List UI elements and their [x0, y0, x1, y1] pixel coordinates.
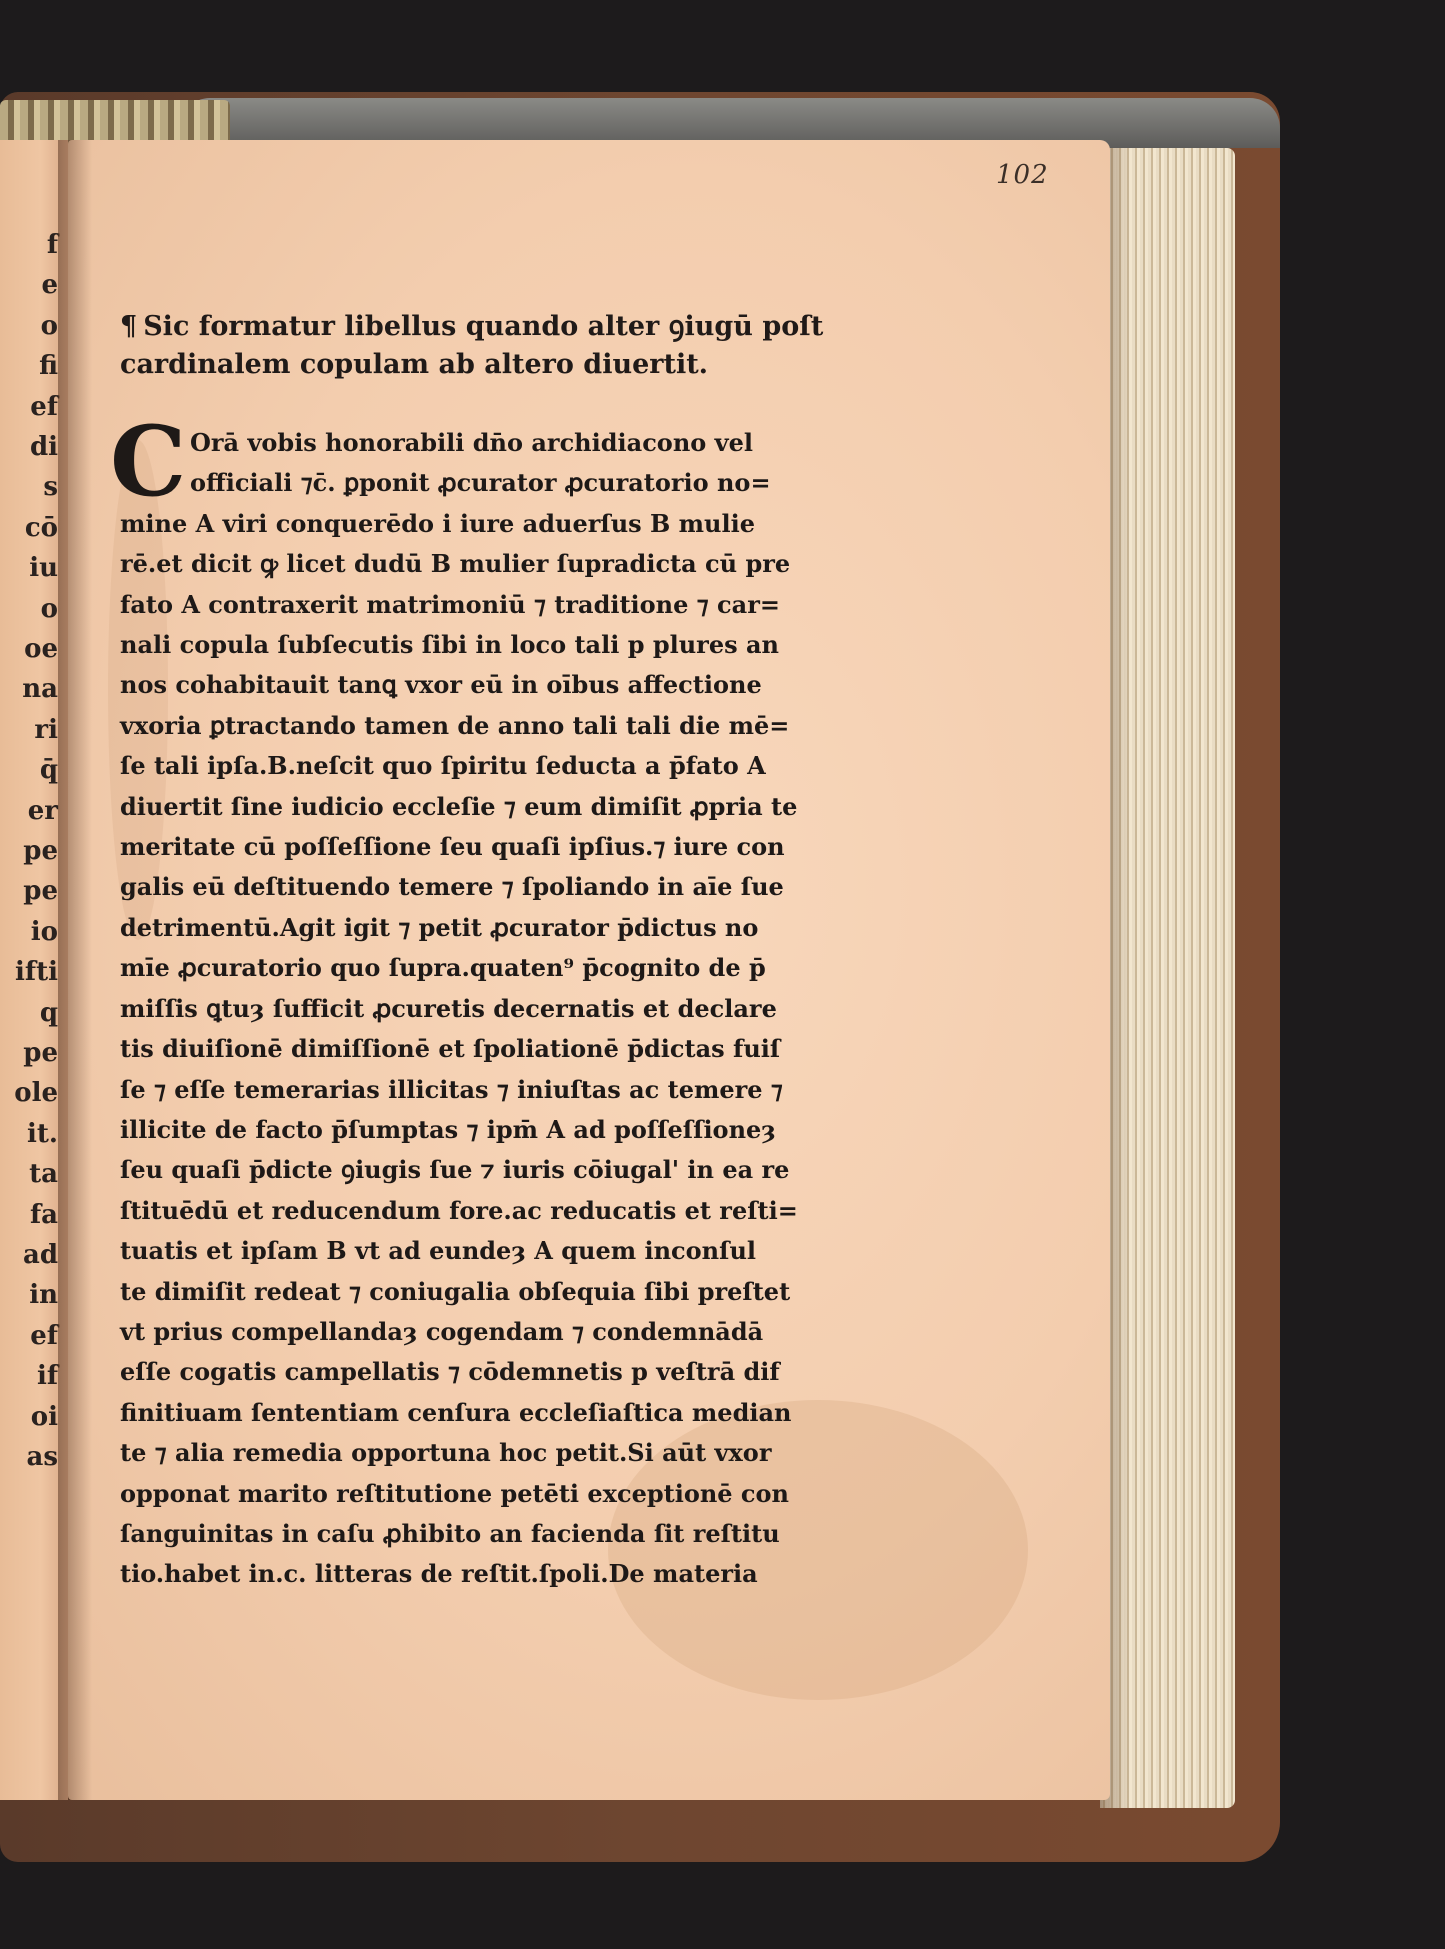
- body-line: vt prius compellandaȝ cogendam ⁊ condemnādā: [120, 1316, 764, 1346]
- heading-line: cardinalem copulam ab altero diuertit.: [120, 349, 709, 380]
- left-page-fragment: q̄: [39, 755, 58, 786]
- body-line: vxoria ꝑtractando tamen de anno tali tali die mē=: [120, 710, 790, 740]
- body-line: meritate cū poſſeſſione ſeu quaſi ipſius.⁊ iure con: [120, 832, 785, 862]
- body-line: eſſe cogatis campellatis ⁊ cōdemnetis p veſtrā dif: [120, 1357, 780, 1387]
- body-line: te ⁊ alia remedia opportuna hoc petit.Si aūt vxor: [120, 1438, 772, 1468]
- left-page-fragment: f: [46, 230, 58, 260]
- left-page-fragment: it.: [27, 1118, 58, 1149]
- left-page-fragment: s: [43, 472, 58, 503]
- heading-line: ¶ Sic formatur libellus quando alter ꝯiugū poſt: [120, 311, 824, 342]
- folio-number: 102: [996, 160, 1049, 190]
- left-page-fragment: fi: [39, 351, 58, 382]
- left-page-fragment: er: [27, 795, 58, 826]
- left-page-fragment: e: [41, 270, 58, 301]
- left-page-fragment: io: [30, 916, 58, 947]
- left-page-fragment: ad: [22, 1240, 58, 1270]
- left-page-fragment: in: [29, 1280, 58, 1311]
- left-page-fragment: o: [40, 310, 58, 341]
- body-line: mīe ꝓcuratorio quo ſupra.quaten⁹ p̄cognito de p̄: [120, 953, 766, 983]
- left-page-fragment: pe: [23, 876, 58, 907]
- left-page-fragment: oi: [30, 1401, 58, 1432]
- body-line: officiali ⁊c̄. ꝑponit ꝓcurator ꝓcuratorio no=: [190, 468, 771, 498]
- left-page-fragment: pe: [23, 1038, 58, 1068]
- body-line: miſſis ꝗtuȝ ſufficit ꝓcuretis decernatis et declare: [120, 993, 777, 1023]
- body-line: rē.et dicit ꝙ licet dudū B mulier ſupradicta cū pre: [120, 549, 791, 579]
- left-page-fragment: if: [36, 1361, 58, 1392]
- body-line: finitiuam ſententiam cenſura eccleſiaſtica median: [120, 1397, 792, 1427]
- left-page-fragment: ole: [14, 1078, 58, 1109]
- body-line: tuatis et ipſam B vt ad eundeȝ A quem inconſul: [120, 1236, 757, 1266]
- drop-cap: C: [110, 405, 187, 518]
- body-line: ſtituēdū et reducendum fore.ac reducatis et reſti=: [120, 1195, 798, 1225]
- left-page-fragment: na: [22, 674, 58, 705]
- left-page-fragment: pe: [23, 836, 58, 866]
- body-line: diuertit ſine iudicio eccleſie ⁊ eum dimiſit ꝓpria te: [120, 791, 798, 821]
- body-line: te dimiſit redeat ⁊ coniugalia obſequia ſibi preſtet: [120, 1276, 791, 1306]
- body-line: ſeu quaſi p̄dicte ꝯiugis ſue ⁊ iuris cōiugal' in ea re: [120, 1155, 790, 1185]
- left-page-fragment: o: [40, 593, 58, 624]
- left-page-fragment: fa: [29, 1199, 58, 1230]
- pilcrow-icon: ¶: [120, 311, 138, 342]
- gutter-shadow: [58, 140, 92, 1800]
- left-page-fragment: oe: [24, 634, 58, 664]
- left-page-fragment: iu: [29, 553, 58, 584]
- body-line: tio.habet in.c. litteras de reſtit.ſpoli.De materia: [120, 1559, 758, 1589]
- left-page-fragment: as: [26, 1442, 58, 1472]
- left-page-fragment: ef: [30, 391, 58, 422]
- left-page-fragment: di: [29, 432, 58, 462]
- body-line: illicite de facto p̄ſumptas ⁊ ipm̄ A ad poſſeſſioneȝ: [120, 1114, 776, 1144]
- body-line: ſe tali ipſa.B.neſcit quo ſpiritu ſeducta a p̄fato A: [120, 751, 766, 781]
- left-page-fragment: ta: [29, 1159, 58, 1190]
- section-heading: [120, 308, 880, 384]
- body-line: mine A viri conquerēdo i iure aduerſus B mulie: [120, 508, 756, 538]
- left-page-fragment: ifti: [15, 957, 58, 988]
- body-line: detrimentū.Agit igit ⁊ petit ꝓcurator p̄dictus no: [120, 912, 759, 942]
- left-page-text-edge: [0, 140, 62, 1800]
- body-line: nali copula ſubſecutis ſibi in loco tali p plures an: [120, 630, 779, 660]
- body-line: galis eū deſtituendo temere ⁊ ſpoliando in aīe ſue: [120, 872, 784, 902]
- left-page-fragment: ef: [30, 1320, 58, 1351]
- left-page-fragment: ri: [34, 714, 58, 745]
- body-line: ſe ⁊ eſſe temerarias illicitas ⁊ iniuſtas ac temere ⁊: [120, 1074, 783, 1104]
- body-line: ſanguinitas in caſu ꝓhibito an facienda ſit reſtitu: [120, 1518, 780, 1548]
- left-page-fragment: cō: [24, 512, 58, 543]
- body-text: [120, 423, 885, 1595]
- body-line: Orā vobis honorabili dn̄o archidiacono vel: [190, 428, 753, 457]
- body-line: tis diuiſionē dimiſſionē et ſpoliationē p̄dictas fuiſ: [120, 1034, 781, 1064]
- body-line: opponat marito reſtitutione petēti exceptionē con: [120, 1478, 789, 1508]
- left-page-fragment: q: [39, 997, 58, 1028]
- body-line: nos cohabitauit tanꝗ vxor eū in oībus affectione: [120, 670, 762, 700]
- body-line: fato A contraxerit matrimoniū ⁊ traditione ⁊ car=: [120, 589, 780, 619]
